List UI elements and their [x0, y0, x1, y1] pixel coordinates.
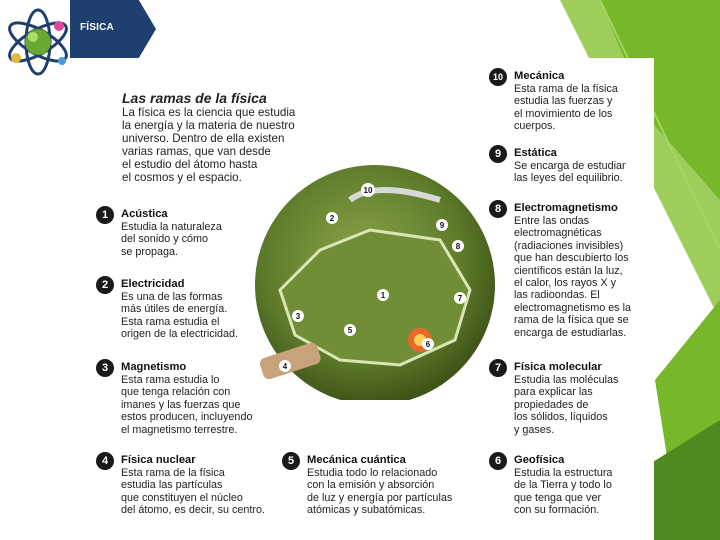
branch-description: Esta rama de la física estudia las fuerzas y el movimiento de los cuerpos.	[514, 83, 618, 133]
svg-text:3: 3	[295, 312, 301, 321]
branch-title: Acústica	[121, 208, 168, 220]
branch-description: Estudia la estructura de la Tierra y todo lo que tenga que ver con su formación.	[514, 467, 613, 517]
branch-title: Física molecular	[514, 361, 602, 373]
branch-number: 4	[96, 452, 114, 470]
branch-title: Electromagnetismo	[514, 202, 618, 214]
branch-description: Se encarga de estudiar las leyes del equilibrio.	[514, 160, 626, 185]
branch-number: 6	[489, 452, 507, 470]
globe-marker-7	[454, 292, 466, 304]
branch-description: Estudia las moléculas para explicar las propiedades de los sólidos, líquidos y gases.	[514, 374, 619, 436]
branch-description: Esta rama estudia lo que tenga relación con imanes y las fuerzas que estos producen, incluyendo el magnetismo terrestre.	[121, 374, 253, 436]
branch-number: 3	[96, 359, 114, 377]
globe-marker-10	[361, 183, 375, 197]
section-tab-label: FÍSICA	[80, 22, 114, 33]
branch-number: 1	[96, 206, 114, 224]
globe-marker-9	[436, 219, 448, 231]
svg-text:8: 8	[455, 242, 461, 251]
globe-marker-8	[452, 240, 464, 252]
branch-title: Electricidad	[121, 278, 185, 290]
branch-title: Mecánica cuántica	[307, 454, 406, 466]
svg-text:2: 2	[329, 214, 335, 223]
svg-text:9: 9	[439, 221, 445, 230]
branch-number: 7	[489, 359, 507, 377]
branch-description: Esta rama de la física estudia las partículas que constituyen el núcleo del átomo, es decir, su centro.	[121, 467, 266, 517]
svg-text:5: 5	[347, 326, 353, 335]
branch-number: 5	[282, 452, 300, 470]
branch-description: Entre las ondas electromagnéticas (radiaciones invisibles) que han descubierto los científicos están la luz, el calor, los rayos X y las radioondas. El electromagnetismo es la rama de la física que se encarga de estudiarlas.	[514, 215, 632, 339]
branch-title: Mecánica	[514, 70, 565, 82]
svg-text:4: 4	[282, 362, 288, 371]
branch-title: Física nuclear	[121, 454, 196, 466]
globe-marker-1	[377, 289, 389, 301]
atom-logo-icon	[2, 6, 74, 78]
branch-description: Estudia todo lo relacionado con la emisión y absorción de luz y energía por partículas atómicas y subatómicas.	[307, 467, 453, 517]
branch-title: Estática	[514, 147, 557, 159]
globe-marker-4	[279, 360, 291, 372]
branch-title: Geofísica	[514, 454, 565, 466]
document-intro: La física es la ciencia que estudia la energía y la materia de nuestro universo. Dentro de ella existen varias ramas, que van desde el estudio del átomo hasta el cosmos y el espacio.	[122, 106, 296, 184]
branch-number: 2	[96, 276, 114, 294]
branch-description: Estudia la naturaleza del sonido y cómo se propaga.	[121, 221, 222, 258]
physics-globe-illustration	[240, 140, 510, 400]
branch-title: Magnetismo	[121, 361, 187, 373]
globe-marker-3	[292, 310, 304, 322]
globe-marker-2	[326, 212, 338, 224]
svg-text:6: 6	[425, 340, 431, 349]
globe-marker-6	[422, 338, 434, 350]
branch-number: 8	[489, 200, 507, 218]
svg-text:7: 7	[457, 294, 463, 303]
branch-number: 9	[489, 145, 507, 163]
branch-number: 10	[489, 68, 507, 86]
document-title: Las ramas de la física	[122, 90, 267, 106]
globe-marker-5	[344, 324, 356, 336]
branch-description: Es una de las formas más útiles de energía. Esta rama estudia el origen de la electricidad.	[121, 291, 239, 341]
svg-text:10: 10	[363, 186, 373, 195]
svg-text:1: 1	[380, 291, 386, 300]
